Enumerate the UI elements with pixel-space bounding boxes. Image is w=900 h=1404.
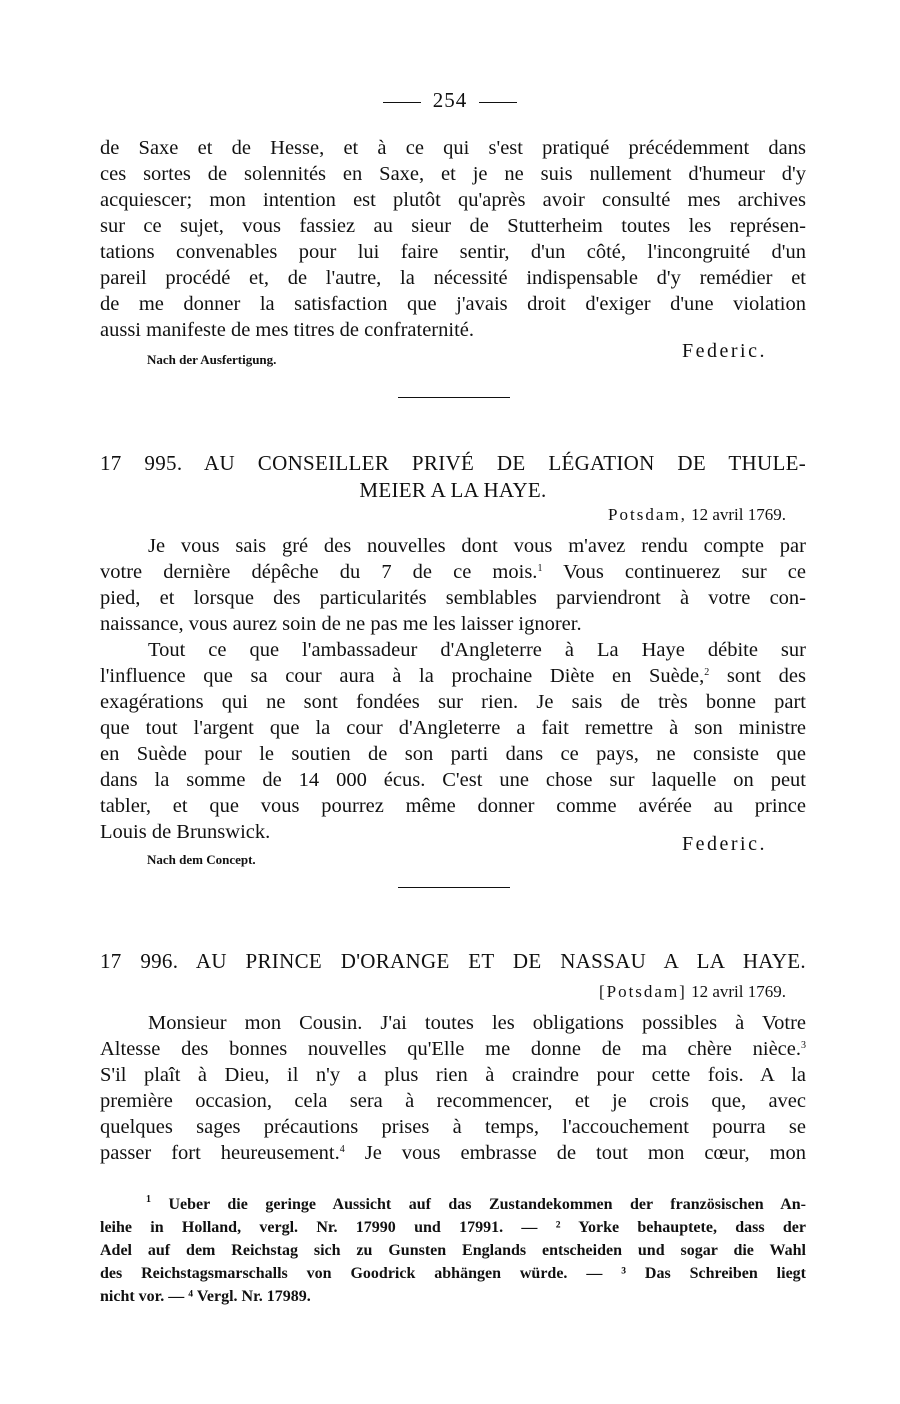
text-line: quelques sages précautions prises à temps, l'accouchement pourra se [100, 1116, 806, 1138]
text-line: acquiescer; mon intention est plutôt qu'après avoir consulté mes archives [100, 189, 806, 211]
text-line: Tout ce que l'ambassadeur d'Angleterre à La Haye débite sur [148, 639, 806, 661]
text-line: Altesse des bonnes nouvelles qu'Elle me donne de ma chère nièce.$^3$ [100, 1038, 806, 1060]
letter-number: 17 996. [100, 949, 179, 973]
text-line: aussi manifeste de mes titres de confraternité. [100, 319, 474, 341]
text-line: S'il plaît à Dieu, il n'y a plus rien à craindre pour cette fois. A la [100, 1064, 806, 1086]
text-line: ces sortes de solennités en Saxe, et je ne suis nullement d'humeur d'y [100, 163, 806, 185]
footnote-line: nicht vor. — ⁴ Vergl. Nr. 17989. [100, 1288, 311, 1305]
date: 12 avril 1769. [691, 505, 786, 524]
dateline [599, 982, 786, 1002]
dateline [608, 505, 786, 525]
text-line: en Suède pour le soutien de son parti dans ce pays, ne consiste que [100, 743, 806, 765]
footnote-line: $^1$ Ueber die geringe Aussicht auf das Zustandekommen der französischen An- [146, 1194, 806, 1213]
heading-text: MEIER A LA HAYE. [359, 478, 547, 502]
text-line: Monsieur mon Cousin. J'ai toutes les obligations possibles à Votre [148, 1012, 806, 1034]
footnote-ref: 3 [801, 1040, 806, 1051]
text-line: sur ce sujet, vous fassiez au sieur de Stutterheim toutes les représen- [100, 215, 806, 237]
footnote-line: Adel auf dem Reichstag sich zu Gunsten Englands entscheiden und sogar die Wahl [100, 1242, 806, 1259]
footnote-ref: 1 [537, 563, 543, 574]
text-line: de me donner la satisfaction que j'avais droit d'exiger d'une violation [100, 293, 806, 315]
section-divider [398, 397, 510, 398]
letter-heading [100, 450, 806, 504]
heading-text: AU PRINCE D'ORANGE ET DE NASSAU A LA HAYE. [195, 949, 806, 973]
page-number-dash-right [479, 102, 517, 103]
text-line: pareil procédé et, de l'autre, la nécessité indispensable d'y remédier et [100, 267, 806, 289]
date: 12 avril 1769. [691, 982, 786, 1001]
text-line: que tout l'argent que la cour d'Angleterre a fait remettre à son ministre [100, 717, 806, 739]
text-line: l'influence que sa cour aura à la prochaine Diète en Suède,$^2$ sont des [100, 665, 806, 687]
text-line: naissance, vous aurez soin de ne pas me les laisser ignorer. [100, 613, 582, 635]
letter-body [100, 1010, 806, 1166]
source-note: Nach dem Concept. [147, 852, 256, 867]
page-number-dash-left [383, 102, 421, 103]
footnote-line: des Reichstagsmarschalls von Goodrick abhängen würde. — ³ Das Schreiben liegt [100, 1265, 806, 1282]
text-line: votre dernière dépêche du 7 de ce mois.$^1$ Vous continuerez sur ce [100, 561, 806, 583]
previous-letter-body [100, 135, 806, 343]
text-line: dans la somme de 14 000 écus. C'est une chose sur laquelle on peut [100, 769, 806, 791]
text-line: première occasion, cela sera à recommencer, et je crois que, avec [100, 1090, 806, 1112]
text-line: de Saxe et de Hesse, et à ce qui s'est pratiqué précédemment dans [100, 137, 806, 159]
heading-text: AU CONSEILLER PRIVÉ DE LÉGATION DE THULE- [204, 451, 806, 475]
signature: Federic. [682, 833, 767, 855]
text-line: pied, et lorsque des particularités semblables parviendront à votre con- [100, 587, 806, 609]
text-line: tations convenables pour lui faire sentir, d'un côté, l'incongruité d'un [100, 241, 806, 263]
letter-number: 17 995. [100, 451, 183, 475]
footnote-mark: 1 [146, 1194, 151, 1205]
footnotes [100, 1193, 806, 1308]
footnote-ref: 2 [704, 667, 710, 678]
text-line: exagérations qui ne sont fondées sur rien. Je sais de très bonne part [100, 691, 806, 713]
section-divider [398, 887, 510, 888]
place: Potsdam, [608, 505, 687, 524]
letter-heading [100, 948, 806, 975]
text-line: Louis de Brunswick. [100, 821, 271, 843]
signature: Federic. [682, 340, 767, 362]
page-number: 254 [0, 88, 900, 113]
source-note: Nach der Ausfertigung. [147, 352, 277, 367]
place: [Potsdam] [598, 982, 687, 1001]
footnote-ref: 4 [339, 1144, 345, 1155]
text-line: tabler, et que vous pourrez même donner comme avérée au prince [100, 795, 806, 817]
footnote-line: leihe in Holland, vergl. Nr. 17990 und 17991. — ² Yorke behauptete, dass der [100, 1219, 806, 1236]
letter-body [100, 533, 806, 845]
text-line: Je vous sais gré des nouvelles dont vous m'avez rendu compte par [148, 535, 806, 557]
text-line: passer fort heureusement.$^4$ Je vous embrasse de tout mon cœur, mon [100, 1142, 806, 1164]
